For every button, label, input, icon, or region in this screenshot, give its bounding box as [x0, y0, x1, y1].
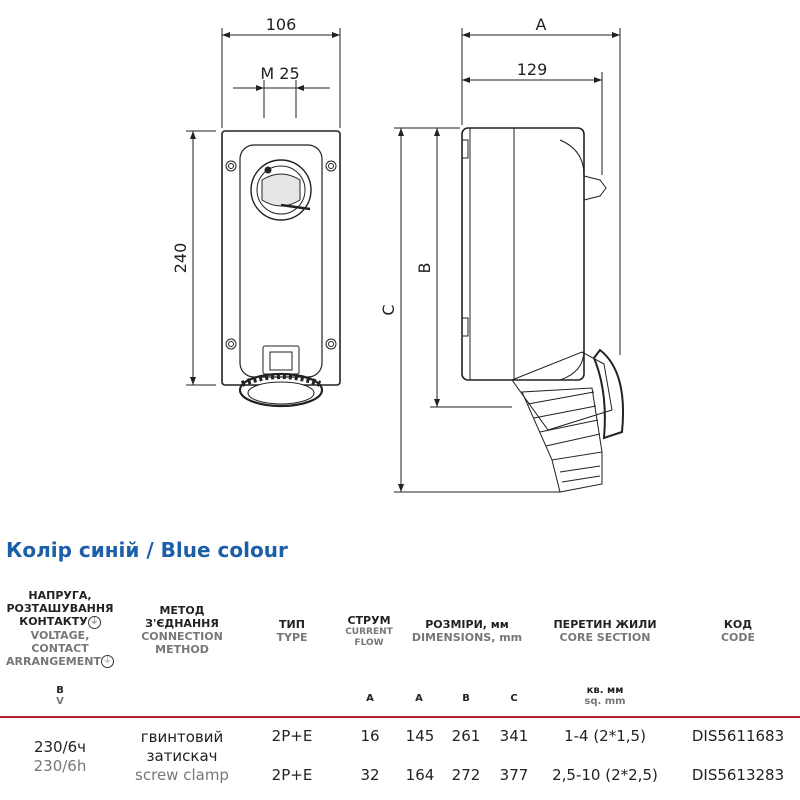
header-voltage: НАПРУГА, РОЗТАШУВАННЯ КОНТАКТУ ⏚ VOLTAGE, CONTACT ARRANGEMENT ⏚	[0, 589, 120, 668]
dim-c-label: C	[379, 304, 398, 316]
cell-code: DIS5613283	[691, 766, 785, 784]
cell-code: DIS5611683	[691, 727, 785, 745]
earth-icon: ⏚	[102, 656, 112, 666]
header-core: ПЕРЕТИН ЖИЛИ CORE SECTION	[553, 618, 657, 644]
plug-side-icon	[512, 350, 623, 492]
dim-129-label: 129	[516, 60, 548, 79]
table-divider	[0, 716, 800, 718]
cell-voltage-en: 230/6h	[33, 757, 87, 775]
section-title: Колір синій / Blue colour	[6, 538, 288, 562]
cell-voltage: 230/6ч	[33, 738, 87, 756]
cell-method: гвинтовий	[140, 728, 224, 746]
dim-height-label: 240	[171, 242, 190, 274]
cell-type: 2P+E	[271, 766, 313, 784]
cell-dim-c: 377	[499, 766, 529, 784]
unit-dim-b: B	[462, 693, 470, 704]
header-voltage-en: VOLTAGE, CONTACT ARRANGEMENT ⏚	[6, 628, 112, 668]
cell-dim-c: 341	[499, 727, 529, 745]
cell-method: затискач	[146, 747, 218, 765]
dim-b-label: B	[415, 262, 434, 274]
screw-icon	[226, 339, 236, 349]
cell-current: 32	[360, 766, 380, 784]
cell-dim-a: 145	[405, 727, 435, 745]
cell-type: 2P+E	[271, 727, 313, 745]
cell-current: 16	[360, 727, 380, 745]
dim-m-label: M 25	[260, 64, 300, 83]
cell-dim-a: 164	[405, 766, 435, 784]
header-dimensions: РОЗМІРИ, мм DIMENSIONS, mm	[411, 618, 523, 644]
cell-dim-b: 272	[451, 766, 481, 784]
header-type: ТИП TYPE	[276, 618, 308, 644]
unit-core: кв. мм sq. mm	[584, 685, 626, 707]
header-method: МЕТОД З'ЄДНАННЯ CONNECTION METHOD	[141, 604, 223, 656]
dim-a-label: A	[535, 15, 547, 34]
screw-icon	[326, 161, 336, 171]
cell-core: 1-4 (2*1,5)	[564, 727, 646, 745]
cell-core: 2,5-10 (2*2,5)	[552, 766, 658, 784]
unit-dim-c: C	[510, 693, 518, 704]
switch-knob-side	[584, 176, 606, 200]
header-code: КОД CODE	[720, 618, 756, 644]
screw-icon	[326, 339, 336, 349]
cell-dim-b: 261	[451, 727, 481, 745]
header-current: СТРУМ CURRENT FLOW	[345, 614, 393, 648]
unit-dim-a: A	[415, 693, 423, 704]
unit-voltage: В V	[56, 685, 64, 707]
side-body	[462, 128, 584, 380]
unit-current: A	[366, 693, 374, 704]
cell-method-en: screw clamp	[135, 766, 229, 784]
dim-width-label: 106	[265, 15, 297, 34]
earth-icon: ⏚	[89, 616, 99, 627]
screw-icon	[226, 161, 236, 171]
